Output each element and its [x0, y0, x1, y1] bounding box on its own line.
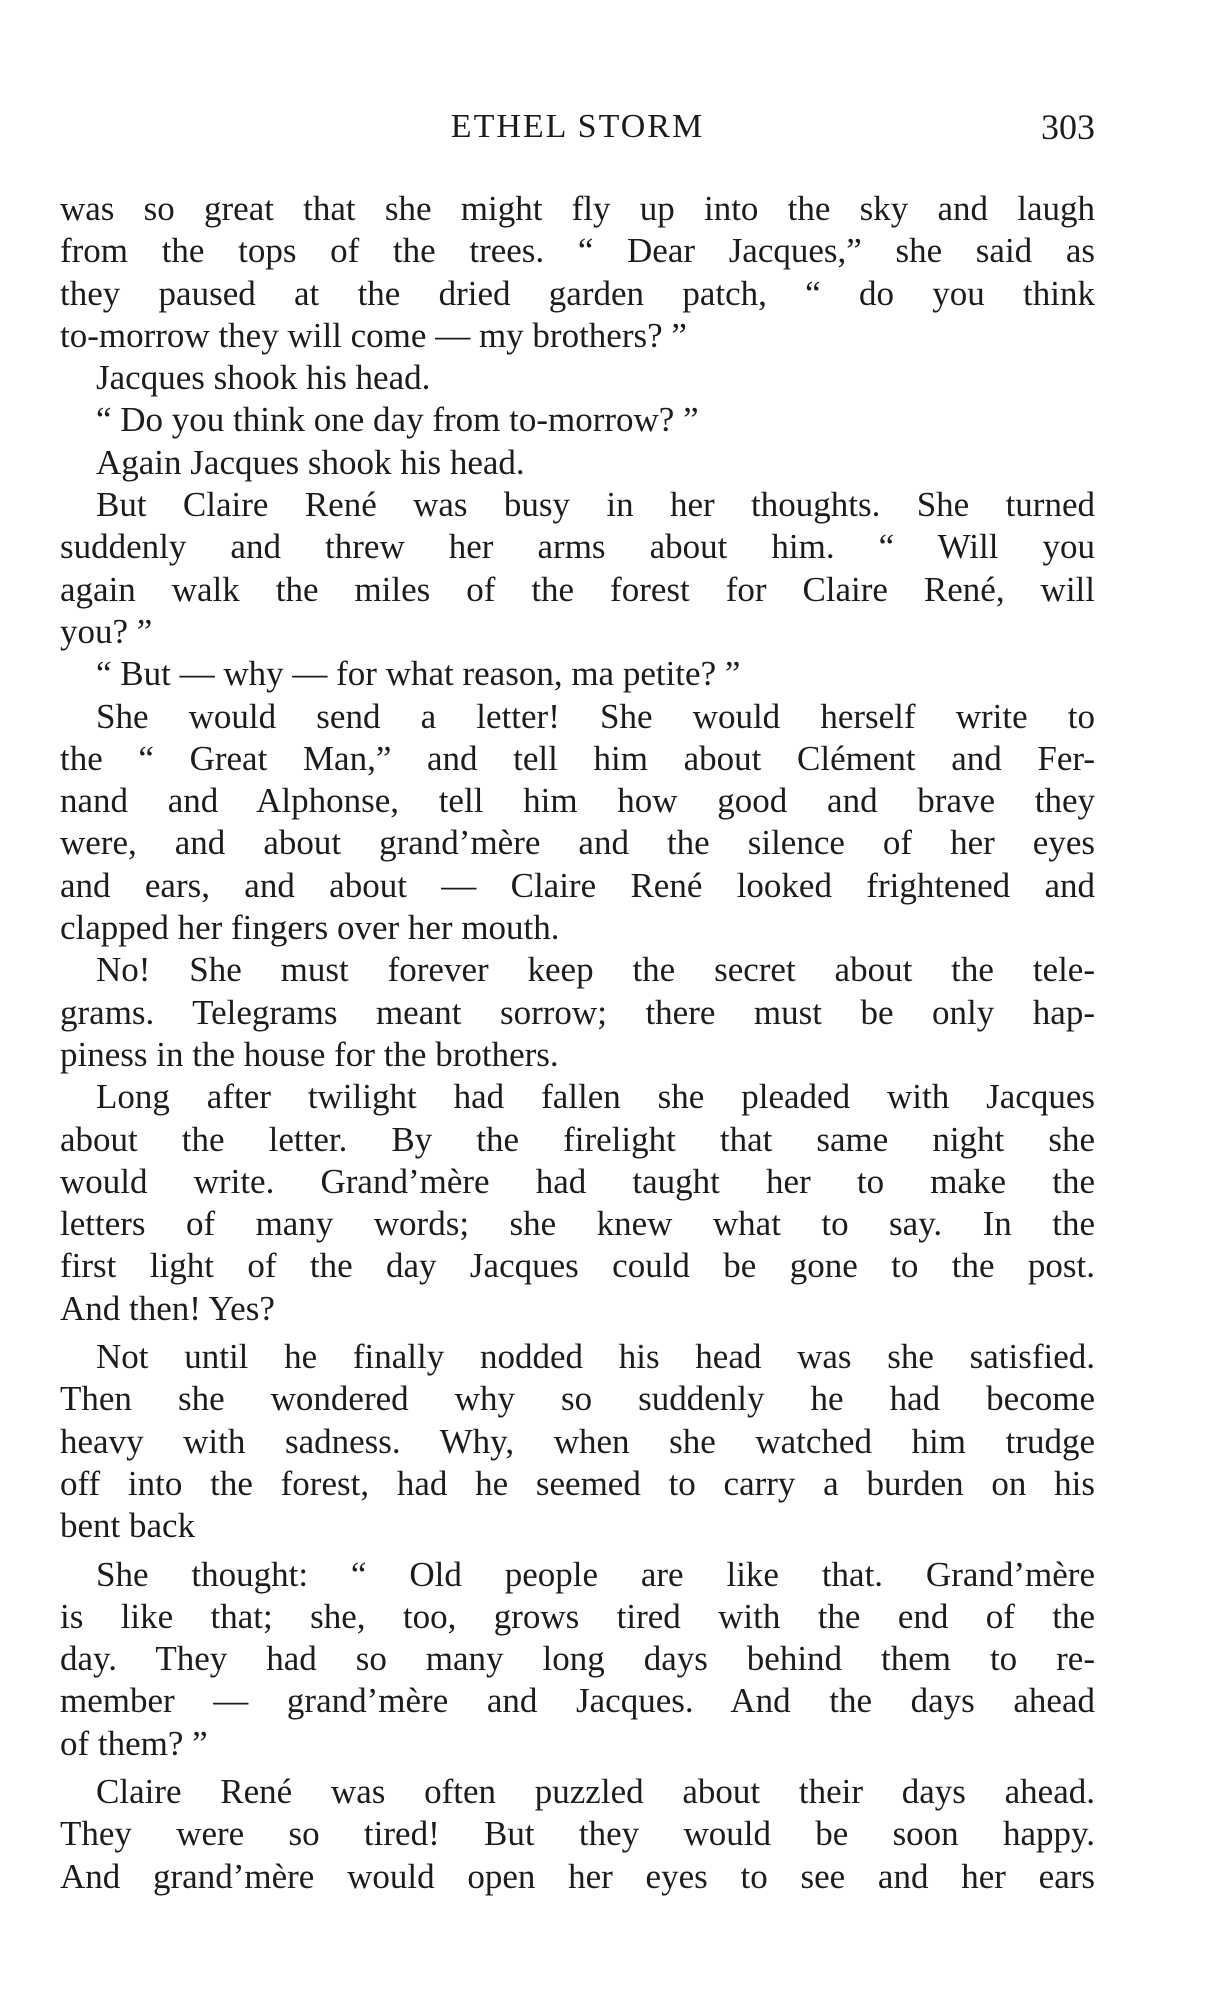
text-line: “ But — why — for what reason, ma petite? ”	[96, 654, 741, 694]
body-text	[60, 188, 1095, 1898]
text-line: would write. Grand’mère had taught her to make the	[60, 1161, 1095, 1201]
page-number: 303	[1041, 107, 1095, 147]
running-header	[60, 100, 1095, 154]
text-line: first light of the day Jacques could be gone to the post.	[60, 1246, 1095, 1286]
text-line: member — grand’mère and Jacques. And the days ahead	[60, 1681, 1095, 1721]
text-line: suddenly and threw her arms about him. “ Will you	[60, 527, 1095, 567]
text-line: the “ Great Man,” and tell him about Clément and Fer-	[60, 738, 1095, 778]
text-line: She would send a letter! She would herself write to	[96, 696, 1095, 736]
text-line: about the letter. By the firelight that same night she	[60, 1119, 1095, 1159]
text-line: of them? ”	[60, 1723, 208, 1763]
text-line: And grand’mère would open her eyes to see and her ears	[60, 1856, 1095, 1896]
text-line: from the tops of the trees. “ Dear Jacques,” she said as	[60, 231, 1095, 271]
text-line: was so great that she might fly up into the sky and laugh	[60, 189, 1095, 228]
text-line: piness in the house for the brothers.	[60, 1034, 559, 1074]
text-line: And then! Yes?	[60, 1288, 275, 1328]
text-line: were, and about grand’mère and the silence of her eyes	[60, 823, 1095, 863]
text-line: you? ”	[60, 611, 153, 651]
running-title: ETHEL STORM	[450, 108, 705, 145]
text-line: nand and Alphonse, tell him how good and brave they	[60, 781, 1095, 821]
text-line: to-morrow they will come — my brothers? ”	[60, 315, 687, 355]
text-line: they paused at the dried garden patch, “ do you think	[60, 273, 1095, 313]
text-line: They were so tired! But they would be soon happy.	[60, 1814, 1095, 1854]
text-line: off into the forest, had he seemed to carry a burden on his	[60, 1463, 1095, 1503]
text-line: day. They had so many long days behind them to re-	[60, 1639, 1095, 1679]
text-line: Not until he finally nodded his head was she satisfied.	[96, 1337, 1095, 1377]
text-line: Long after twilight had fallen she pleaded with Jacques	[96, 1077, 1095, 1117]
text-line: and ears, and about — Claire René looked frightened and	[60, 865, 1095, 905]
text-line: grams. Telegrams meant sorrow; there must be only hap-	[60, 992, 1095, 1032]
text-line: Then she wondered why so suddenly he had become	[60, 1379, 1095, 1419]
text-line: But Claire René was busy in her thoughts. She turned	[96, 485, 1095, 525]
text-line: bent back	[60, 1506, 196, 1546]
text-line: Again Jacques shook his head.	[96, 442, 525, 482]
text-line: clapped her fingers over her mouth.	[60, 908, 560, 948]
text-line: again walk the miles of the forest for Claire René, will	[60, 569, 1095, 609]
text-line: Claire René was often puzzled about their days ahead.	[96, 1771, 1095, 1811]
text-line: She thought: “ Old people are like that. Grand’mère	[96, 1554, 1095, 1594]
text-line: letters of many words; she knew what to say. In the	[60, 1204, 1095, 1244]
text-line: heavy with sadness. Why, when she watched him trudge	[60, 1421, 1095, 1461]
text-line: No! She must forever keep the secret about the tele-	[96, 950, 1095, 990]
text-line: is like that; she, too, grows tired with the end of the	[60, 1596, 1095, 1636]
text-line: “ Do you think one day from to-morrow? ”	[96, 400, 699, 440]
text-line: Jacques shook his head.	[96, 358, 431, 398]
